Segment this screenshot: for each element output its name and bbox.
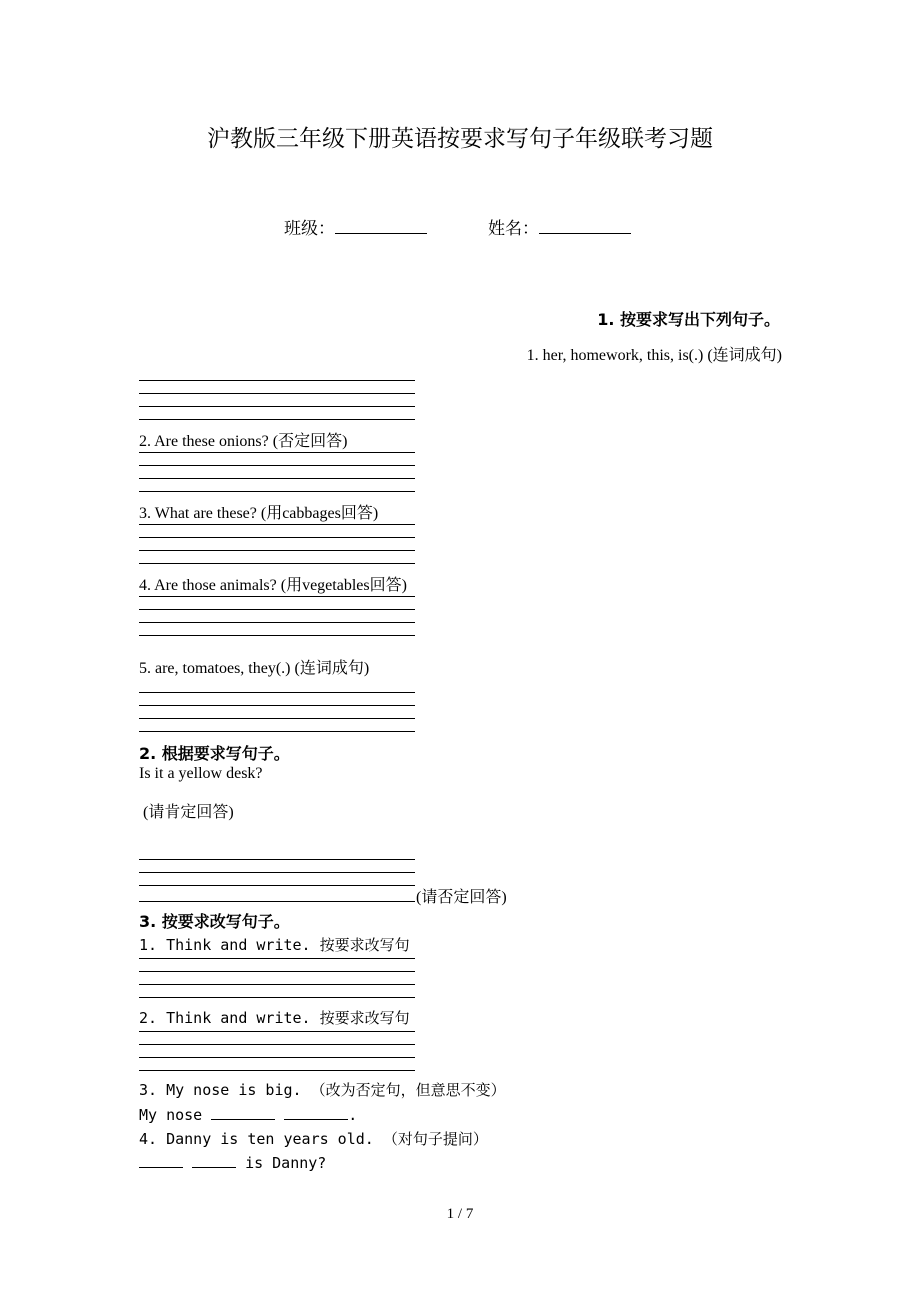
answer-line[interactable] bbox=[139, 550, 415, 551]
section1-q4: 4. Are those animals? (用vegetables回答) bbox=[139, 577, 407, 594]
name-blank[interactable] bbox=[539, 219, 631, 234]
name-label: 姓名： bbox=[488, 219, 539, 239]
answer-line[interactable] bbox=[139, 859, 415, 860]
section1-q2: 2. Are these onions? (否定回答) bbox=[139, 433, 348, 450]
answer-line[interactable] bbox=[139, 419, 415, 420]
section3-q3-answer bbox=[139, 1106, 357, 1124]
answer-line[interactable] bbox=[139, 622, 415, 623]
section3-q4-answer bbox=[139, 1154, 326, 1172]
answer-line[interactable] bbox=[139, 491, 415, 492]
answer-line[interactable] bbox=[139, 705, 415, 706]
answer-line[interactable] bbox=[139, 524, 415, 525]
q4-blank-2[interactable] bbox=[192, 1154, 236, 1168]
answer-line[interactable] bbox=[139, 958, 415, 959]
class-field bbox=[284, 214, 427, 239]
answer-line[interactable] bbox=[139, 731, 415, 732]
answer-line[interactable] bbox=[139, 1031, 415, 1032]
section3-q3: 3. My nose is big. （改为否定句，但意思不变） bbox=[139, 1081, 506, 1099]
section2-hint-affirm: (请肯定回答) bbox=[143, 804, 234, 821]
answer-line[interactable] bbox=[139, 901, 415, 902]
answer-line[interactable] bbox=[139, 478, 415, 479]
section1-q5: 5. are, tomatoes, they(.) (连词成句) bbox=[139, 660, 370, 677]
answer-line[interactable] bbox=[139, 452, 415, 453]
page-number: 1 / 7 bbox=[446, 1206, 474, 1222]
q3-suffix: . bbox=[348, 1106, 358, 1124]
answer-line[interactable] bbox=[139, 537, 415, 538]
answer-line[interactable] bbox=[139, 997, 415, 998]
answer-line[interactable] bbox=[139, 1044, 415, 1045]
answer-line[interactable] bbox=[139, 1057, 415, 1058]
section3-q2: 2. Think and write. 按要求改写句 bbox=[139, 1009, 410, 1027]
answer-line[interactable] bbox=[139, 563, 415, 564]
q4-blank-1[interactable] bbox=[139, 1154, 183, 1168]
class-blank[interactable] bbox=[335, 219, 427, 234]
section1-q1: 1. her, homework, this, is(.) (连词成句) bbox=[526, 347, 782, 364]
section3-heading: 3. 按要求改写句子。 bbox=[139, 912, 290, 931]
answer-line[interactable] bbox=[139, 596, 415, 597]
answer-line[interactable] bbox=[139, 380, 415, 381]
q3-blank-2[interactable] bbox=[284, 1106, 348, 1120]
answer-line[interactable] bbox=[139, 1070, 415, 1071]
class-label: 班级： bbox=[284, 219, 335, 239]
answer-line[interactable] bbox=[139, 984, 415, 985]
answer-line[interactable] bbox=[139, 393, 415, 394]
section2-question: Is it a yellow desk? bbox=[139, 765, 263, 782]
answer-line[interactable] bbox=[139, 872, 415, 873]
answer-line[interactable] bbox=[139, 971, 415, 972]
answer-line[interactable] bbox=[139, 609, 415, 610]
section3-q1: 1. Think and write. 按要求改写句 bbox=[139, 936, 410, 954]
answer-line[interactable] bbox=[139, 718, 415, 719]
section1-heading: 1. 按要求写出下列句子。 bbox=[597, 310, 780, 329]
page-title: 沪教版三年级下册英语按要求写句子年级联考习题 bbox=[207, 126, 713, 152]
q3-blank-1[interactable] bbox=[211, 1106, 275, 1120]
name-field bbox=[488, 214, 631, 239]
section3-q4: 4. Danny is ten years old. （对句子提问） bbox=[139, 1130, 488, 1148]
answer-line[interactable] bbox=[139, 635, 415, 636]
q4-suffix: is Danny? bbox=[245, 1154, 327, 1172]
section2-heading: 2. 根据要求写句子。 bbox=[139, 744, 290, 763]
answer-line[interactable] bbox=[139, 692, 415, 693]
section2-hint-negate: (请否定回答) bbox=[416, 889, 507, 906]
answer-line[interactable] bbox=[139, 885, 415, 886]
q3-prefix: My nose bbox=[139, 1106, 203, 1124]
section1-q3: 3. What are these? (用cabbages回答) bbox=[139, 505, 379, 522]
answer-line[interactable] bbox=[139, 465, 415, 466]
answer-line[interactable] bbox=[139, 406, 415, 407]
